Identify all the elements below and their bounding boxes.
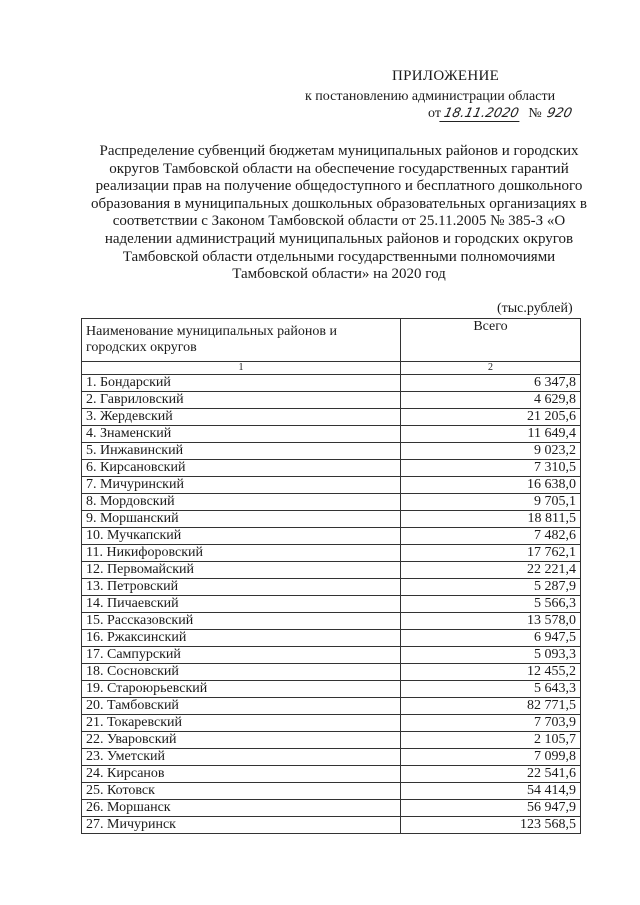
district-name: 25. Котовск (82, 783, 401, 800)
subsidies-table (81, 318, 581, 834)
table-row (82, 494, 581, 511)
subsidy-total: 2 105,7 (401, 732, 581, 749)
table-row (82, 647, 581, 664)
district-name: 12. Первомайский (82, 562, 401, 579)
table-row (82, 528, 581, 545)
subsidy-total: 7 099,8 (401, 749, 581, 766)
subsidy-total: 16 638,0 (401, 477, 581, 494)
subsidy-total: 17 762,1 (401, 545, 581, 562)
table-row (82, 817, 581, 834)
subsidy-total: 7 703,9 (401, 715, 581, 732)
table-row (82, 562, 581, 579)
subsidy-total: 18 811,5 (401, 511, 581, 528)
district-name: 26. Моршанск (82, 800, 401, 817)
district-name: 19. Староюрьевский (82, 681, 401, 698)
table-body (82, 375, 581, 834)
date-prefix: от (428, 106, 441, 121)
district-name: 16. Ржаксинский (82, 630, 401, 647)
column-header-name: Наименование муниципальных районов и городских округов (82, 319, 401, 362)
subsidy-total: 21 205,6 (401, 409, 581, 426)
subsidy-total: 5 566,3 (401, 596, 581, 613)
column-number-2: 2 (401, 362, 581, 375)
subsidy-total: 82 771,5 (401, 698, 581, 715)
subsidy-total: 22 221,4 (401, 562, 581, 579)
district-name: 9. Моршанский (82, 511, 401, 528)
table-row (82, 749, 581, 766)
table-row (82, 596, 581, 613)
table-row (82, 545, 581, 562)
district-name: 22. Уваровский (82, 732, 401, 749)
table-row (82, 766, 581, 783)
table-header-row (82, 319, 581, 362)
handwritten-number: 920 (545, 106, 574, 121)
table-row (82, 460, 581, 477)
table-row (82, 375, 581, 392)
district-name: 3. Жердевский (82, 409, 401, 426)
subsidy-total: 9 023,2 (401, 443, 581, 460)
district-name: 17. Сампурский (82, 647, 401, 664)
subsidy-total: 11 649,4 (401, 426, 581, 443)
subsidy-total: 7 310,5 (401, 460, 581, 477)
subsidy-total: 9 705,1 (401, 494, 581, 511)
district-name: 20. Тамбовский (82, 698, 401, 715)
table-row (82, 698, 581, 715)
subsidy-total: 13 578,0 (401, 613, 581, 630)
subsidy-total: 5 287,9 (401, 579, 581, 596)
subsidy-total: 7 482,6 (401, 528, 581, 545)
district-name: 27. Мичуринск (82, 817, 401, 834)
subsidy-total: 5 093,3 (401, 647, 581, 664)
subsidy-total: 4 629,8 (401, 392, 581, 409)
table-row (82, 477, 581, 494)
district-name: 21. Токаревский (82, 715, 401, 732)
district-name: 1. Бондарский (82, 375, 401, 392)
district-name: 2. Гавриловский (82, 392, 401, 409)
table-row (82, 664, 581, 681)
table-row (82, 579, 581, 596)
subsidy-total: 56 947,9 (401, 800, 581, 817)
district-name: 14. Пичаевский (82, 596, 401, 613)
handwritten-date: 18.11.2020 (439, 106, 523, 122)
table-row (82, 426, 581, 443)
table-row (82, 392, 581, 409)
table-row (82, 783, 581, 800)
subsidy-total: 123 568,5 (401, 817, 581, 834)
table-row (82, 800, 581, 817)
district-name: 6. Кирсановский (82, 460, 401, 477)
column-number-1: 1 (82, 362, 401, 375)
appendix-date-line (428, 106, 574, 122)
district-name: 10. Мучкапский (82, 528, 401, 545)
table-row (82, 715, 581, 732)
district-name: 8. Мордовский (82, 494, 401, 511)
column-header-total: Всего (401, 319, 581, 362)
subsidy-total: 6 347,8 (401, 375, 581, 392)
district-name: 5. Инжавинский (82, 443, 401, 460)
subsidy-total: 22 541,6 (401, 766, 581, 783)
table-row (82, 630, 581, 647)
document-heading: Распределение субвенций бюджетам муниципальных районов и городских округов Тамбовской области на обеспечение государственных гарантий реализации прав на получение общедоступного и бесплатного дошкольного образования в муниципальных дошкольных образовательных организациях в соответствии с Законом Тамбовской области от 25.11.2005 № 385-З «О наделении администраций муниципальных районов и городских округов Тамбовской области отдельными государственными полномочиями Тамбовской области» на 2020 год (91, 143, 587, 283)
district-name: 11. Никифоровский (82, 545, 401, 562)
appendix-title: ПРИЛОЖЕНИЕ (392, 68, 500, 84)
units-label: (тыс.рублей) (497, 301, 573, 316)
subsidy-total: 5 643,3 (401, 681, 581, 698)
district-name: 23. Уметский (82, 749, 401, 766)
district-name: 15. Рассказовский (82, 613, 401, 630)
subsidy-total: 12 455,2 (401, 664, 581, 681)
district-name: 4. Знаменский (82, 426, 401, 443)
table-row (82, 511, 581, 528)
table-row (82, 681, 581, 698)
district-name: 18. Сосновский (82, 664, 401, 681)
table-row (82, 613, 581, 630)
table-row (82, 409, 581, 426)
subsidy-total: 54 414,9 (401, 783, 581, 800)
table-row (82, 443, 581, 460)
subsidy-total: 6 947,5 (401, 630, 581, 647)
district-name: 24. Кирсанов (82, 766, 401, 783)
number-prefix: № (528, 106, 542, 121)
district-name: 7. Мичуринский (82, 477, 401, 494)
column-number-row (82, 362, 581, 375)
appendix-subtitle: к постановлению администрации области (305, 89, 556, 104)
district-name: 13. Петровский (82, 579, 401, 596)
table-row (82, 732, 581, 749)
